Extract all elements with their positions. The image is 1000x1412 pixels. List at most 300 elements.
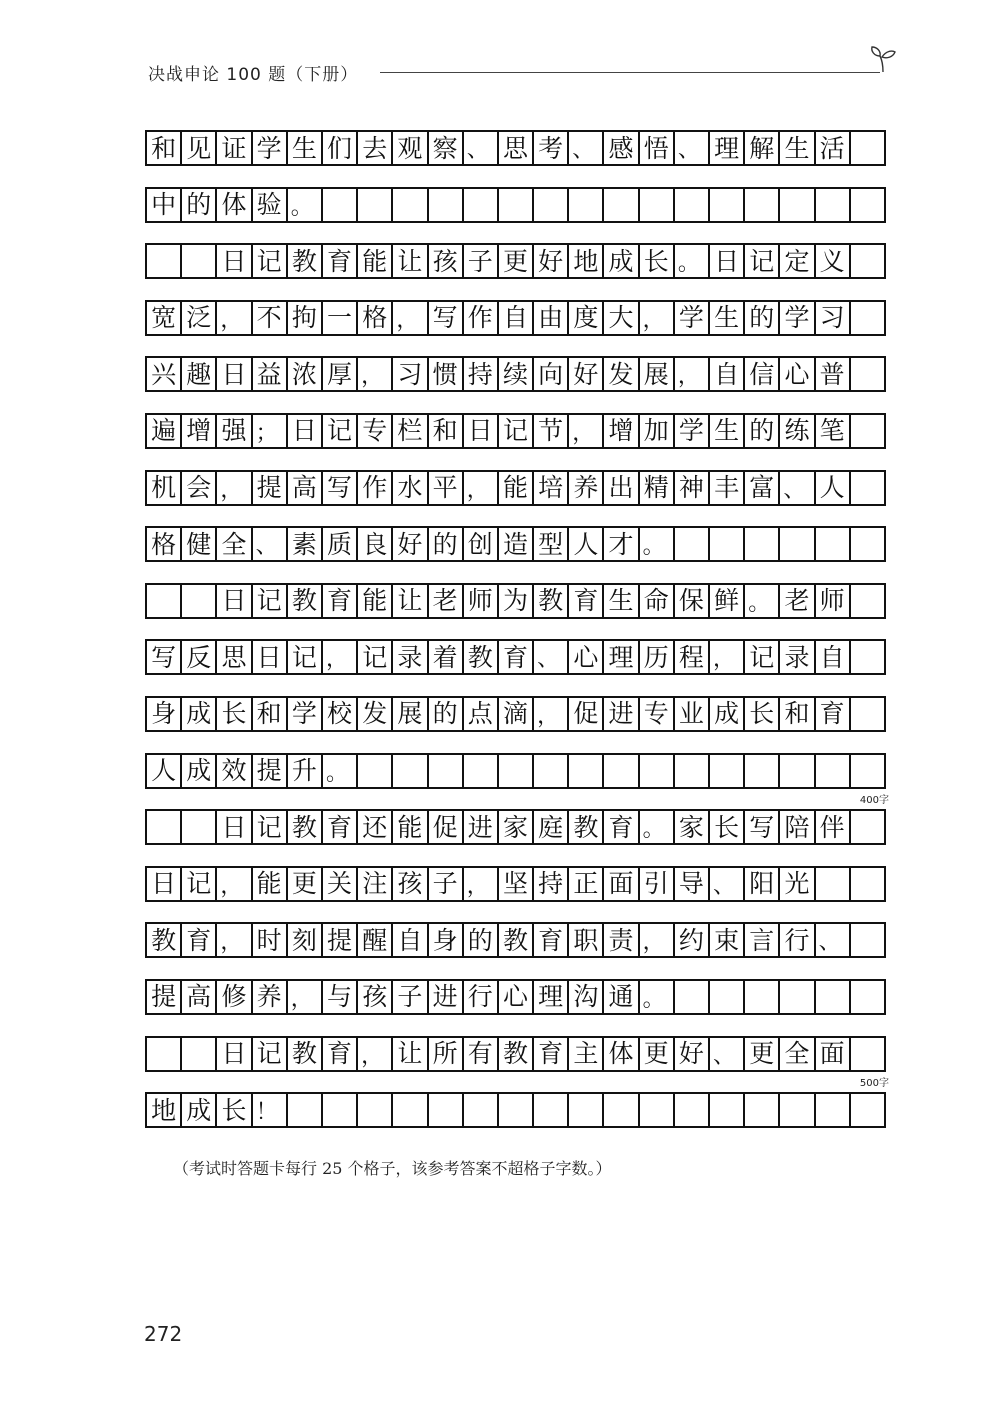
grid-cell: 拘 <box>288 300 323 336</box>
grid-cell: 心 <box>780 356 815 392</box>
grid-cell: 自 <box>499 300 534 336</box>
grid-cell: 陪 <box>780 809 815 845</box>
grid-cell <box>780 526 815 562</box>
grid-cell: 注 <box>358 866 393 902</box>
grid-cell: 高 <box>182 979 217 1015</box>
grid-cell: ， <box>393 300 428 336</box>
grid-cell: 提 <box>253 470 288 506</box>
grid-cell: 人 <box>816 470 851 506</box>
grid-cell: 神 <box>675 470 710 506</box>
grid-cell: 责 <box>604 922 639 958</box>
grid-cell: 育 <box>499 639 534 675</box>
grid-cell: 子 <box>429 866 464 902</box>
grid-cell: 日 <box>217 809 252 845</box>
grid-cell: 、 <box>816 922 851 958</box>
grid-cell: 家 <box>499 809 534 845</box>
grid-row <box>145 866 889 902</box>
grid-cell <box>851 1092 886 1128</box>
grid-cell: 宽 <box>147 300 182 336</box>
grid-cell: 记 <box>253 809 288 845</box>
grid-cell: 能 <box>499 470 534 506</box>
grid-cell: ； <box>253 413 288 449</box>
grid-cell: 练 <box>780 413 815 449</box>
word-count-marker: 500字 <box>859 1077 889 1089</box>
grid-cell: 续 <box>499 356 534 392</box>
grid-cell: 醒 <box>358 922 393 958</box>
grid-cell: 人 <box>147 753 182 789</box>
grid-cell: 学 <box>675 300 710 336</box>
grid-cell: 作 <box>464 300 499 336</box>
grid-cell: 记 <box>499 413 534 449</box>
grid-cell: 全 <box>780 1036 815 1072</box>
grid-cell <box>745 753 780 789</box>
grid-cell: 育 <box>323 1036 358 1072</box>
grid-cell: 感 <box>604 130 639 166</box>
grid-cell: 验 <box>253 187 288 223</box>
grid-cell: ， <box>640 922 675 958</box>
grid-cell <box>393 1092 428 1128</box>
grid-cell: 提 <box>147 979 182 1015</box>
grid-cell: 浓 <box>288 356 323 392</box>
header-rule <box>380 72 880 73</box>
grid-cell: 的 <box>429 696 464 732</box>
grid-cell: 理 <box>710 130 745 166</box>
grid-cell: 义 <box>816 243 851 279</box>
grid-cell: 记 <box>323 413 358 449</box>
grid-cell <box>429 753 464 789</box>
grid-cell: 思 <box>217 639 252 675</box>
grid-cell: 保 <box>675 583 710 619</box>
grid-cell: 和 <box>780 696 815 732</box>
grid-cell: 育 <box>569 583 604 619</box>
grid-cell <box>710 187 745 223</box>
grid-cell: 有 <box>464 1036 499 1072</box>
grid-cell: 生 <box>710 300 745 336</box>
grid-cell: 精 <box>640 470 675 506</box>
grid-cell: 面 <box>604 866 639 902</box>
grid-cell: 全 <box>217 526 252 562</box>
grid-cell: 育 <box>323 583 358 619</box>
grid-cell: 思 <box>499 130 534 166</box>
grid-cell: 促 <box>569 696 604 732</box>
grid-cell <box>745 979 780 1015</box>
grid-cell: ， <box>675 356 710 392</box>
grid-cell: 才 <box>604 526 639 562</box>
grid-cell: 正 <box>569 866 604 902</box>
grid-cell: 。 <box>323 753 358 789</box>
grid-cell: 生 <box>604 583 639 619</box>
grid-cell: 好 <box>675 1036 710 1072</box>
grid-cell: 强 <box>217 413 252 449</box>
grid-cell: 丰 <box>710 470 745 506</box>
grid-cell: 、 <box>710 866 745 902</box>
grid-cell: 普 <box>816 356 851 392</box>
grid-cell: 日 <box>217 356 252 392</box>
grid-cell: 格 <box>147 526 182 562</box>
grid-cell: 能 <box>358 243 393 279</box>
grid-cell: 心 <box>569 639 604 675</box>
grid-cell: 子 <box>464 243 499 279</box>
grid-cell <box>710 1092 745 1128</box>
grid-cell: 记 <box>253 243 288 279</box>
grid-cell <box>393 753 428 789</box>
grid-cell: 更 <box>288 866 323 902</box>
grid-row <box>145 979 889 1015</box>
grid-cell: 兴 <box>147 356 182 392</box>
page-header <box>148 56 900 86</box>
grid-cell <box>851 696 886 732</box>
grid-cell: 刻 <box>288 922 323 958</box>
grid-cell: 能 <box>393 809 428 845</box>
grid-cell <box>745 187 780 223</box>
grid-cell: 自 <box>393 922 428 958</box>
grid-cell: 进 <box>429 979 464 1015</box>
grid-cell <box>182 243 217 279</box>
grid-cell: 。 <box>288 187 323 223</box>
page-number: 272 <box>144 1322 183 1346</box>
grid-cell: 信 <box>745 356 780 392</box>
grid-cell: 教 <box>288 583 323 619</box>
word-count-marker: 400字 <box>859 794 889 806</box>
grid-cell: 关 <box>323 866 358 902</box>
grid-row <box>145 413 889 449</box>
grid-cell: 的 <box>745 413 780 449</box>
grid-cell <box>640 753 675 789</box>
grid-cell <box>499 1092 534 1128</box>
grid-cell: 们 <box>323 130 358 166</box>
grid-cell: 持 <box>534 866 569 902</box>
grid-cell <box>604 1092 639 1128</box>
grid-cell: 育 <box>182 922 217 958</box>
grid-cell: 教 <box>569 809 604 845</box>
grid-cell: 大 <box>604 300 639 336</box>
grid-cell <box>569 187 604 223</box>
grid-cell: 。 <box>675 243 710 279</box>
grid-cell <box>780 187 815 223</box>
grid-cell: 察 <box>429 130 464 166</box>
grid-row <box>145 130 889 166</box>
grid-cell: ， <box>217 922 252 958</box>
grid-cell: 笔 <box>816 413 851 449</box>
grid-cell <box>534 187 569 223</box>
grid-cell <box>780 1092 815 1128</box>
grid-cell: 育 <box>534 1036 569 1072</box>
grid-cell <box>499 187 534 223</box>
grid-cell <box>393 187 428 223</box>
grid-cell: 孩 <box>429 243 464 279</box>
grid-cell <box>534 753 569 789</box>
grid-cell: 教 <box>534 583 569 619</box>
grid-cell: 命 <box>640 583 675 619</box>
grid-cell: 师 <box>464 583 499 619</box>
grid-cell: 更 <box>499 243 534 279</box>
grid-cell: 一 <box>323 300 358 336</box>
grid-cell <box>780 753 815 789</box>
grid-cell: 阳 <box>745 866 780 902</box>
grid-cell: 提 <box>253 753 288 789</box>
grid-cell: ， <box>323 639 358 675</box>
grid-cell: 人 <box>569 526 604 562</box>
grid-cell: 与 <box>323 979 358 1015</box>
grid-cell <box>323 187 358 223</box>
grid-cell: ， <box>569 413 604 449</box>
grid-cell <box>429 1092 464 1128</box>
grid-cell: 专 <box>358 413 393 449</box>
grid-cell: 约 <box>675 922 710 958</box>
grid-cell: 和 <box>253 696 288 732</box>
grid-cell: 增 <box>182 413 217 449</box>
grid-cell: 。 <box>745 583 780 619</box>
grid-cell: 质 <box>323 526 358 562</box>
grid-cell: 老 <box>780 583 815 619</box>
grid-cell: 型 <box>534 526 569 562</box>
grid-cell: 历 <box>640 639 675 675</box>
grid-cell: 益 <box>253 356 288 392</box>
grid-cell: 更 <box>640 1036 675 1072</box>
grid-cell: 去 <box>358 130 393 166</box>
grid-cell: 着 <box>429 639 464 675</box>
grid-cell <box>851 583 886 619</box>
grid-cell: 记 <box>253 583 288 619</box>
grid-cell: 加 <box>640 413 675 449</box>
grid-row <box>145 639 889 675</box>
grid-row <box>145 243 889 279</box>
grid-cell <box>464 187 499 223</box>
grid-cell: 升 <box>288 753 323 789</box>
grid-cell <box>323 1092 358 1128</box>
grid-cell: 所 <box>429 1036 464 1072</box>
grid-cell: 自 <box>816 639 851 675</box>
grid-cell <box>851 470 886 506</box>
grid-cell: 师 <box>816 583 851 619</box>
grid-cell: 泛 <box>182 300 217 336</box>
grid-cell <box>604 187 639 223</box>
grid-cell: 教 <box>464 639 499 675</box>
grid-cell <box>816 866 851 902</box>
grid-cell: 长 <box>745 696 780 732</box>
grid-cell: 反 <box>182 639 217 675</box>
grid-cell: 解 <box>745 130 780 166</box>
grid-cell <box>851 866 886 902</box>
grid-cell: 程 <box>675 639 710 675</box>
grid-cell: 教 <box>499 922 534 958</box>
grid-cell: 记 <box>288 639 323 675</box>
grid-cell <box>640 187 675 223</box>
grid-cell: 还 <box>358 809 393 845</box>
grid-cell: 孩 <box>393 866 428 902</box>
grid-cell: 不 <box>253 300 288 336</box>
grid-cell: 、 <box>253 526 288 562</box>
grid-cell: 行 <box>464 979 499 1015</box>
grid-cell: 业 <box>675 696 710 732</box>
grid-row <box>145 300 889 336</box>
grid-cell: 和 <box>147 130 182 166</box>
grid-cell: 成 <box>182 753 217 789</box>
grid-cell <box>675 979 710 1015</box>
grid-cell: 养 <box>253 979 288 1015</box>
grid-cell: 教 <box>288 243 323 279</box>
grid-cell: 更 <box>745 1036 780 1072</box>
grid-cell: ， <box>640 300 675 336</box>
grid-row <box>145 187 889 223</box>
grid-cell: 良 <box>358 526 393 562</box>
grid-cell: 写 <box>429 300 464 336</box>
grid-cell: ， <box>710 639 745 675</box>
grid-row <box>145 526 889 562</box>
grid-cell <box>675 753 710 789</box>
grid-cell: 和 <box>429 413 464 449</box>
grid-cell: 培 <box>534 470 569 506</box>
grid-cell: 日 <box>464 413 499 449</box>
grid-cell <box>851 639 886 675</box>
grid-cell: 学 <box>288 696 323 732</box>
grid-cell: 活 <box>816 130 851 166</box>
grid-cell: 录 <box>780 639 815 675</box>
grid-cell: 的 <box>464 922 499 958</box>
grid-cell: 观 <box>393 130 428 166</box>
grid-row <box>145 1092 889 1128</box>
grid-cell <box>675 526 710 562</box>
grid-cell: 心 <box>499 979 534 1015</box>
grid-cell: ， <box>358 1036 393 1072</box>
answer-grid <box>145 130 889 1149</box>
grid-cell: 作 <box>358 470 393 506</box>
grid-cell <box>816 1092 851 1128</box>
grid-cell: 惯 <box>429 356 464 392</box>
grid-cell: 成 <box>604 243 639 279</box>
grid-cell: 育 <box>816 696 851 732</box>
grid-cell: 专 <box>640 696 675 732</box>
grid-cell: 效 <box>217 753 252 789</box>
grid-cell: 自 <box>710 356 745 392</box>
grid-cell <box>816 187 851 223</box>
grid-cell: 主 <box>569 1036 604 1072</box>
grid-cell: 增 <box>604 413 639 449</box>
grid-cell <box>710 979 745 1015</box>
grid-cell: 的 <box>745 300 780 336</box>
grid-cell: 日 <box>217 583 252 619</box>
grid-cell: 造 <box>499 526 534 562</box>
grid-cell: 记 <box>745 639 780 675</box>
grid-cell <box>358 753 393 789</box>
grid-cell: 生 <box>780 130 815 166</box>
grid-cell: 伴 <box>816 809 851 845</box>
grid-cell: 机 <box>147 470 182 506</box>
grid-cell <box>851 809 886 845</box>
grid-cell: 中 <box>147 187 182 223</box>
grid-cell: 修 <box>217 979 252 1015</box>
grid-cell: 理 <box>604 639 639 675</box>
grid-cell <box>182 809 217 845</box>
grid-cell: 创 <box>464 526 499 562</box>
grid-cell: 生 <box>288 130 323 166</box>
grid-cell <box>182 1036 217 1072</box>
grid-cell: 教 <box>288 1036 323 1072</box>
grid-cell <box>851 300 886 336</box>
grid-cell <box>147 809 182 845</box>
grid-cell: 孩 <box>358 979 393 1015</box>
book-title: 决战申论 100 题（下册） <box>148 65 359 85</box>
grid-cell: 地 <box>147 1092 182 1128</box>
grid-cell: 育 <box>604 809 639 845</box>
grid-cell: 引 <box>640 866 675 902</box>
answer-note: （考试时答题卡每行 25 个格子，该参考答案不超格子字数。） <box>173 1159 612 1178</box>
grid-cell: ！ <box>253 1092 288 1128</box>
grid-cell: 学 <box>780 300 815 336</box>
grid-cell: 校 <box>323 696 358 732</box>
grid-cell: 教 <box>499 1036 534 1072</box>
grid-cell: 栏 <box>393 413 428 449</box>
grid-cell: 为 <box>499 583 534 619</box>
grid-cell: 日 <box>288 413 323 449</box>
grid-cell: 促 <box>429 809 464 845</box>
grid-cell <box>534 1092 569 1128</box>
grid-row <box>145 470 889 506</box>
grid-cell: 长 <box>710 809 745 845</box>
grid-cell: 写 <box>745 809 780 845</box>
grid-cell: 能 <box>253 866 288 902</box>
grid-cell: 言 <box>745 922 780 958</box>
grid-cell <box>675 187 710 223</box>
grid-row <box>145 583 889 619</box>
grid-cell <box>604 753 639 789</box>
grid-cell: ， <box>217 866 252 902</box>
grid-cell: ， <box>288 979 323 1015</box>
grid-cell: ， <box>217 300 252 336</box>
grid-cell: 记 <box>745 243 780 279</box>
grid-cell: 学 <box>253 130 288 166</box>
grid-cell: 教 <box>288 809 323 845</box>
grid-cell: 展 <box>640 356 675 392</box>
grid-cell: 记 <box>182 866 217 902</box>
grid-cell: 写 <box>147 639 182 675</box>
grid-cell: 点 <box>464 696 499 732</box>
grid-cell: 老 <box>429 583 464 619</box>
grid-cell <box>358 187 393 223</box>
grid-cell <box>569 1092 604 1128</box>
grid-cell <box>147 1036 182 1072</box>
grid-cell <box>182 583 217 619</box>
grid-cell: 沟 <box>569 979 604 1015</box>
grid-cell: 束 <box>710 922 745 958</box>
grid-cell <box>851 753 886 789</box>
grid-cell <box>851 413 886 449</box>
sprout-icon <box>866 42 900 76</box>
grid-cell: 理 <box>534 979 569 1015</box>
grid-cell: ， <box>217 470 252 506</box>
grid-cell: 悟 <box>640 130 675 166</box>
grid-cell: 好 <box>569 356 604 392</box>
grid-cell: 出 <box>604 470 639 506</box>
grid-cell: 养 <box>569 470 604 506</box>
grid-cell: 学 <box>675 413 710 449</box>
grid-cell: 长 <box>640 243 675 279</box>
grid-cell: 育 <box>534 922 569 958</box>
grid-cell <box>851 922 886 958</box>
grid-cell: 会 <box>182 470 217 506</box>
grid-cell: 地 <box>569 243 604 279</box>
grid-cell: 考 <box>534 130 569 166</box>
grid-cell: 好 <box>534 243 569 279</box>
grid-cell: 展 <box>393 696 428 732</box>
grid-cell: ， <box>464 470 499 506</box>
grid-cell: 、 <box>464 130 499 166</box>
grid-cell: 、 <box>534 639 569 675</box>
grid-cell: 的 <box>182 187 217 223</box>
grid-cell: 长 <box>217 696 252 732</box>
grid-cell <box>569 753 604 789</box>
grid-cell: 导 <box>675 866 710 902</box>
